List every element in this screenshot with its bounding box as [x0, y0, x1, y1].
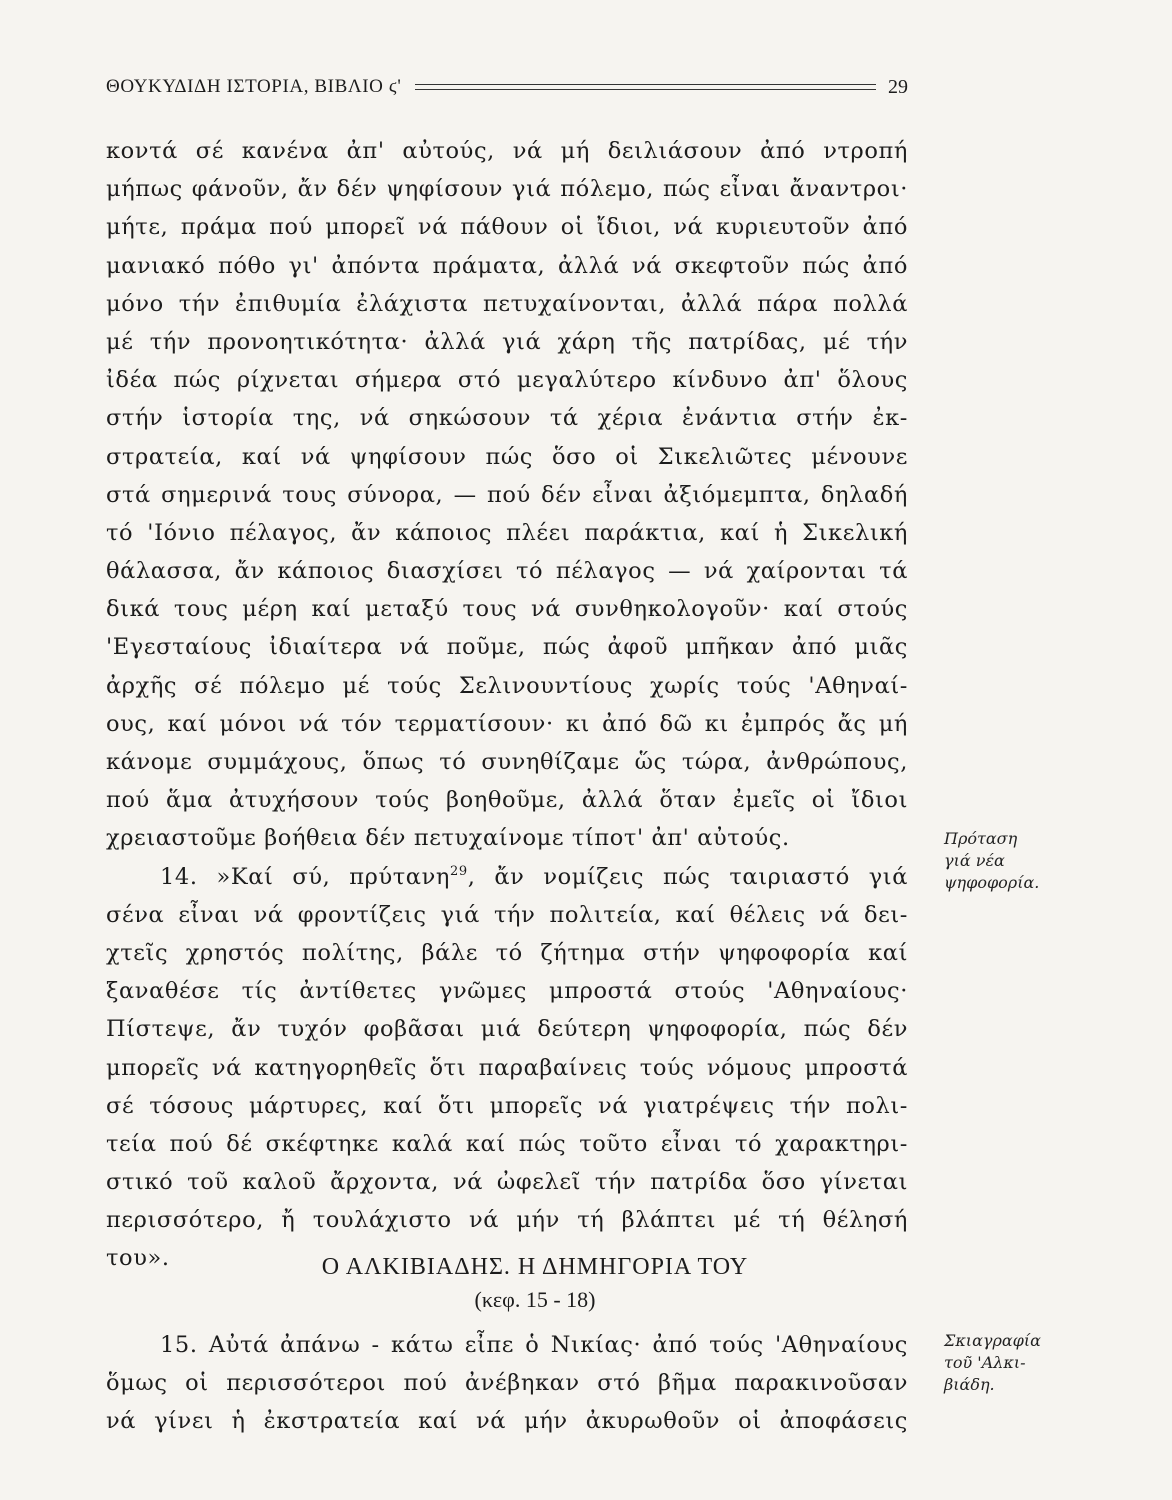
section-heading — [106, 1250, 908, 1316]
text-line: σέ τόσους μάρτυρες, καί ὅτι μπορεῖς νά γιατρέψεις τήν πολι- — [106, 1092, 908, 1119]
text-line: μήπως φάνοῦν, ἄν δέν ψηφίσουν γιά πόλεμο, πώς εἶναι ἄναντροι· — [106, 176, 908, 203]
text-line: τεία πού δέ σκέφτηκε καλά καί πώς τοῦτο εἶναι τό χαρακτηρι- — [106, 1130, 908, 1157]
text-line: 'Εγεσταίους ἰδιαίτερα νά ποῦμε, πώς ἀφοῦ μπῆκαν ἀπό μιᾶς — [106, 634, 908, 661]
text-line: ξαναθέσε τίς ἀντίθετες γνῶμες μπροστά στούς 'Αθηναίους· — [106, 978, 908, 1005]
paragraph-14-first-line — [106, 858, 908, 896]
text-line: στικό τοῦ καλοῦ ἄρχοντα, νά ὠφελεῖ τήν πατρίδα ὅσο γίνεται — [106, 1169, 908, 1196]
text-line: ἀρχῆς σέ πόλεμο μέ τούς Σελινουντίους χωρίς τούς 'Αθηναί- — [106, 672, 908, 699]
text-line: στά σημερινά τους σύνορα, — πού δέν εἶναι ἀξιόμεμπτα, δηλαδή — [106, 481, 908, 508]
main-text — [106, 132, 908, 1278]
text-line: μήτε, πράμα πού μπορεῖ νά πάθουν οἱ ἴδιοι, νά κυριευτοῦν ἀπό — [106, 214, 908, 241]
para-14-text: , ἄν νομίζεις πώς ταιριαστό γιά — [467, 863, 908, 890]
text-line: ὅμως οἱ περισσότεροι πού ἀνέβηκαν στό βῆμα παρακινοῦσαν — [106, 1370, 908, 1397]
text-line: μανιακό πόθο γι' ἀπόντα πράματα, ἀλλά νά σκεφτοῦν πώς ἀπό — [106, 252, 908, 279]
text-line: τό 'Ιόνιο πέλαγος, ἄν κάποιος πλέει παράκτια, καί ἡ Σικελική — [106, 519, 908, 546]
section-title: Ο ΑΛΚΙΒΙΑΔΗΣ. Η ΔΗΜΗΓΟΡΙΑ ΤΟΥ — [321, 1254, 749, 1280]
text-line: μόνο τήν ἐπιθυμία ἐλάχιστα πετυχαίνονται, ἀλλά πάρα πολλά — [106, 290, 908, 317]
text-line: ους, καί μόνοι νά τόν τερματίσουν· κι ἀπό δῶ κι ἐμπρός ἄς μή — [106, 710, 908, 737]
text-line: σένα εἶναι νά φροντίζεις γιά τήν πολιτεία, καί θέλεις νά δει- — [106, 901, 908, 928]
text-line: στήν ἱστορία της, νά σηκώσουν τά χέρια ἐνάντια στήν ἐκ- — [106, 405, 908, 432]
section-text — [106, 1326, 908, 1441]
footnote-reference[interactable]: 29 — [449, 863, 468, 879]
margin-note-line: Πρόταση — [944, 829, 1018, 848]
page-number: 29 — [888, 75, 908, 98]
margin-note-line: ψηφοφορία. — [944, 873, 1040, 892]
text-line: Πίστεψε, ἄν τυχόν φοβᾶσαι μιά δεύτερη ψηφοφορία, πώς δέν — [106, 1016, 908, 1043]
text-line: μπορεῖς νά κατηγορηθεῖς ὅτι παραβαίνεις τούς νόμους μπροστά — [106, 1054, 908, 1081]
text-line: μέ τήν προνοητικότητα· ἀλλά γιά χάρη τῆς πατρίδας, μέ τήν — [106, 328, 908, 355]
margin-note-line: Σκιαγραφία — [944, 1331, 1041, 1350]
margin-note-line: γιά νέα — [944, 851, 1005, 870]
text-line: δικά τους μέρη καί μεταξύ τους νά συνθηκολογοῦν· καί στούς — [106, 596, 908, 623]
text-line: στρατεία, καί νά ψηφίσουν πώς ὅσο οἱ Σικελιῶτες μένουνε — [106, 443, 908, 470]
running-header — [106, 72, 908, 102]
header-rule — [415, 84, 876, 90]
running-title: ΘΟΥΚΥΔΙΔΗ ΙΣΤΟΡΙΑ, ΒΙΒΛΙΟ ϛ' — [106, 76, 402, 97]
text-line: κοντά σέ κανένα ἀπ' αὐτούς, νά μή δειλιάσουν ἀπό ντροπή — [106, 138, 908, 164]
text-line: πού ἅμα ἀτυχήσουν τούς βοηθοῦμε, ἀλλά ὅταν ἐμεῖς οἱ ἴδιοι — [106, 787, 908, 814]
text-line: περισσότερο, ἤ τουλάχιστο νά μήν τή βλάπτει μέ τή θέλησή — [106, 1207, 908, 1234]
margin-note-line: βιάδη. — [944, 1375, 995, 1394]
section-chapter-range: (κεφ. 15 - 18) — [474, 1287, 596, 1312]
text-line: χρειαστοῦμε βοήθεια δέν πετυχαίνομε τίποτ' ἀπ' αὐτούς. — [106, 825, 790, 852]
text-line: χτεῖς χρηστός πολίτης, βάλε τό ζήτημα στήν ψηφοφορία καί — [106, 939, 908, 966]
paragraph-15-first-line: 15. Αὐτά ἀπάνω - κάτω εἶπε ὁ Νικίας· ἀπό τούς 'Αθηναίους — [160, 1332, 908, 1358]
margin-note-alcibiades-sketch — [944, 1330, 1041, 1396]
margin-note-new-vote — [944, 828, 1039, 894]
margin-note-line: τοῦ 'Αλκι- — [944, 1353, 1026, 1372]
text-line: νά γίνει ἡ ἐκστρατεία καί νά μήν ἀκυρωθοῦν οἱ ἀποφάσεις — [106, 1408, 908, 1435]
text-line: ἰδέα πώς ρίχνεται σήμερα στό μεγαλύτερο κίνδυνο ἀπ' ὅλους — [106, 367, 908, 394]
text-line: κάνομε συμμάχους, ὅπως τό συνηθίζαμε ὥς τώρα, ἀνθρώπους, — [106, 749, 908, 775]
text-line: του». — [106, 1245, 170, 1272]
text-line: θάλασσα, ἄν κάποιος διασχίσει τό πέλαγος — νά χαίρονται τά — [106, 558, 908, 585]
para-14-text: 14. »Καί σύ, πρύτανη — [160, 863, 450, 890]
